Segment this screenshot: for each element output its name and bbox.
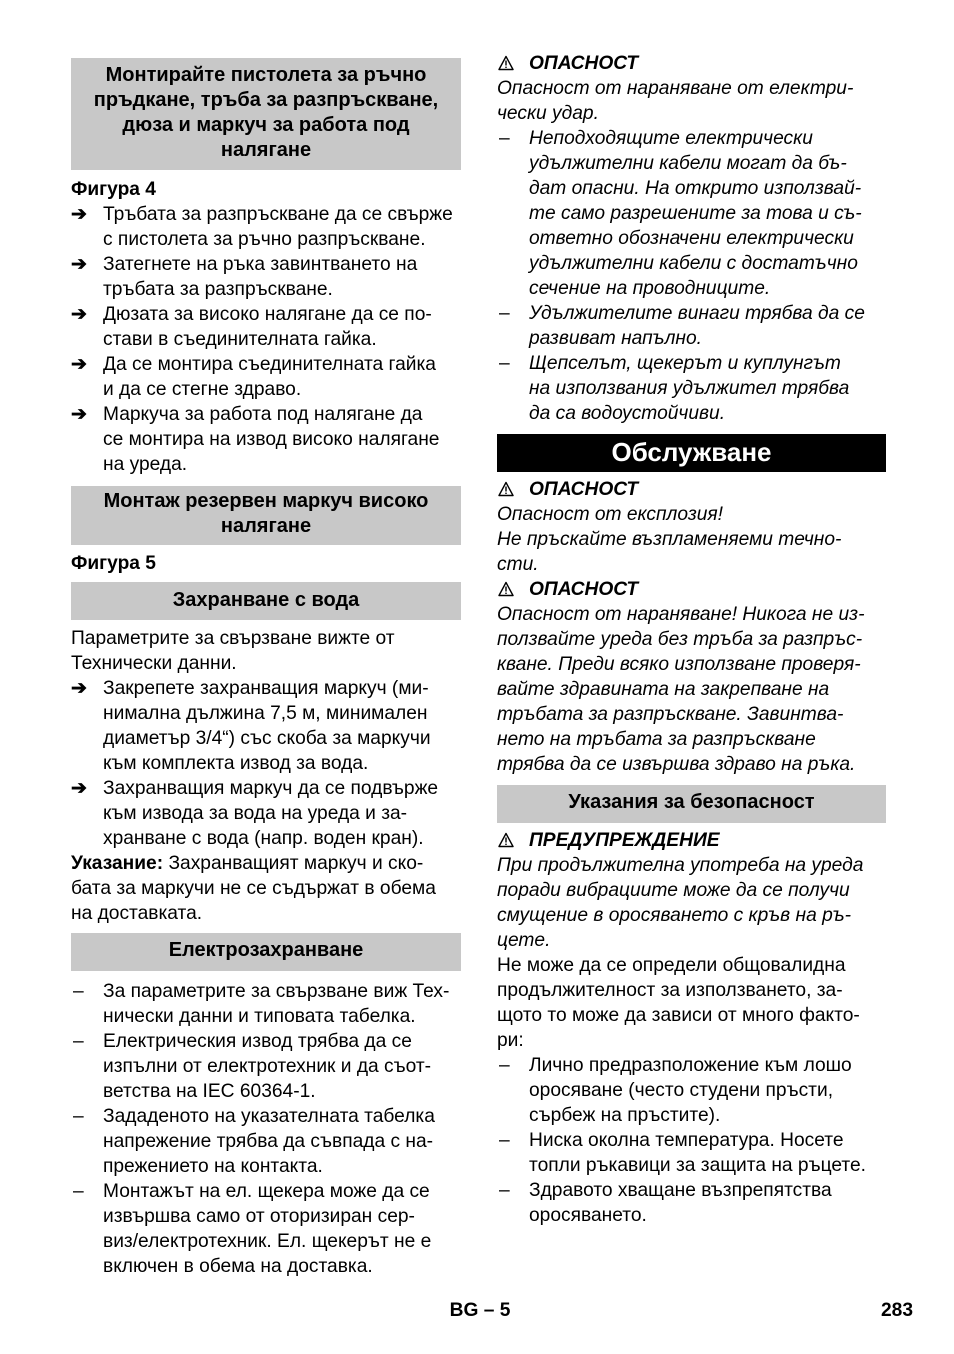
list-item: – Здравото хващане възпрепятства оросяването. [499,1180,832,1226]
list-item: – Електрическия извод трябва да се изпълни от електротехник и да съот- ветства на IEC 60364-1. [73,1031,432,1102]
list-item: ➔ Дюзата за високо налягане да се по- стави в съединителната гайка. [71,304,432,350]
dash-marker: – [499,303,510,324]
arrow-icon: ➔ [71,204,88,225]
dash-marker: – [73,1181,84,1202]
arrow-icon: ➔ [71,404,88,425]
danger-heading: ОПАСНОСТ [497,577,886,602]
dash-marker: – [499,1130,510,1151]
section-heading-water-supply: Захранване с вода [71,582,461,620]
warning-text: При продължителна употреба на уреда поради вибрациите може да се получи смущение в оросяването с кръв на ръ- цете. [497,855,864,951]
water-params-text: Параметрите за свързване вижте от Технически данни. [71,628,395,674]
list-item: – Ниска околна температура. Носете топли ръкавици за защита на ръцете. [499,1130,866,1176]
factors-list [497,1053,886,1228]
arrow-icon: ➔ [71,678,88,699]
arrow-icon: ➔ [71,254,88,275]
danger-heading: ОПАСНОСТ [497,477,886,502]
left-column [71,58,461,1279]
warning-triangle-icon [498,581,514,597]
danger-text: Опасност от нараняване от електри- чески удар. [497,78,854,124]
list-item: ➔ Да се монтира съединителната гайка и да се стегне здраво. [71,354,436,400]
list-item: ➔ Захранващия маркуч да се подвърже към извода за вода на уреда и за- хранване с вода (напр. воден кран). [71,778,439,849]
dash-marker: – [499,1180,510,1201]
dash-marker: – [499,353,510,374]
danger-text: Опасност от нараняване! Никога не из- ползвайте уреда без тръба за разпръс- кване. Преди всяко използване проверя- вайте здравината на закрепване на тръбата за разпръскване. Завинтва- нето на тръбата за разпръскване трябва да се извършва здраво на ръка. [497,604,865,775]
mount-steps-list [71,202,461,477]
usage-duration-text: Не може да се определи общовалидна продължителност за използването, за- щото то може да зависи от много факто- ри: [497,955,860,1051]
dash-marker: – [73,981,84,1002]
list-item: ➔ Тръбата за разпръскване да се свърже с пистолета за ръчно разпръскване. [71,204,453,250]
list-item: ➔ Затегнете на ръка завинтването на тръбата за разпръскване. [71,254,418,300]
list-item: ➔ Маркуча за работа под налягане да се монтира на извод високо налягане на уреда. [71,404,440,475]
list-item: – Зададеното на указателната табелка напрежение трябва да съвпада с на- прежението на контакта. [73,1106,435,1177]
list-item: – Удължителите винаги трябва да се развиват напълно. [499,303,865,349]
list-item: ➔ Закрепете захранващия маркуч (ми- нимална дължина 7,5 м, минимален диаметър 3/4“) със скоба за маркучи към комплекта извод за вода. [71,678,431,774]
dash-marker: – [73,1031,84,1052]
water-steps-list [71,676,461,851]
note-label: Указание: [71,853,164,874]
warning-heading: ПРЕДУПРЕЖДЕНИЕ [497,828,886,853]
power-list [71,979,461,1279]
dash-marker: – [499,1055,510,1076]
dash-marker: – [73,1106,84,1127]
list-item: – За параметрите за свързване виж Тех- нически данни и типовата табелка. [73,981,450,1027]
note-text: Указание: Захранващият маркуч и ско- бата за маркучи не се съдържат в обема на доставката. [71,853,436,924]
section-heading-power-supply: Електрозахранване [71,933,461,971]
section-heading-safety: Указания за безопасност [497,785,886,823]
list-item: – Неподходящите електрически удължителни кабели могат да бъ- дат опасни. На открито използвай- те само разрешените за това и съ- ответно обозначени електрически удължителни кабели с достатъчно сечение на проводниците. [499,128,862,299]
figure-4-label: Фигура 4 [71,179,156,200]
page-number: 283 [880,1300,913,1321]
danger-heading: ОПАСНОСТ [497,51,886,76]
section-heading-spare-hose: Монтаж резервен маркуч високо налягане [71,486,461,545]
right-column [497,51,886,1228]
list-item: – Щепселът, щекерът и куплунгът на използвания удължител трябва да са водоустойчиви. [499,353,850,424]
arrow-icon: ➔ [71,354,88,375]
arrow-icon: ➔ [71,778,88,799]
footer-section-label: BG – 5 [449,1300,511,1321]
warning-triangle-icon [498,481,514,497]
danger-text: Опасност от експлозия! Не пръскайте възпламеняеми течно- сти. [497,504,842,575]
section-heading-mount-gun: Монтирайте пистолета за ръчно пръдкане, тръба за разпръскване, дюза и маркуч за работа под налягане [71,58,461,170]
dash-marker: – [499,128,510,149]
figure-5-label: Фигура 5 [71,553,156,574]
section-heading-operation: Обслужване [497,434,886,472]
warning-triangle-icon [498,55,514,71]
extension-cable-list [497,126,886,426]
arrow-icon: ➔ [71,304,88,325]
warning-triangle-icon [498,832,514,848]
list-item: – Монтажът на ел. щекера може да се извършва само от оторизиран сер- виз/електротехник. Ел. щекерът не е включен в обема на доставка. [73,1181,432,1277]
list-item: – Лично предразположение към лошо оросяване (често студени пръсти, сърбеж на пръстите). [499,1055,852,1126]
